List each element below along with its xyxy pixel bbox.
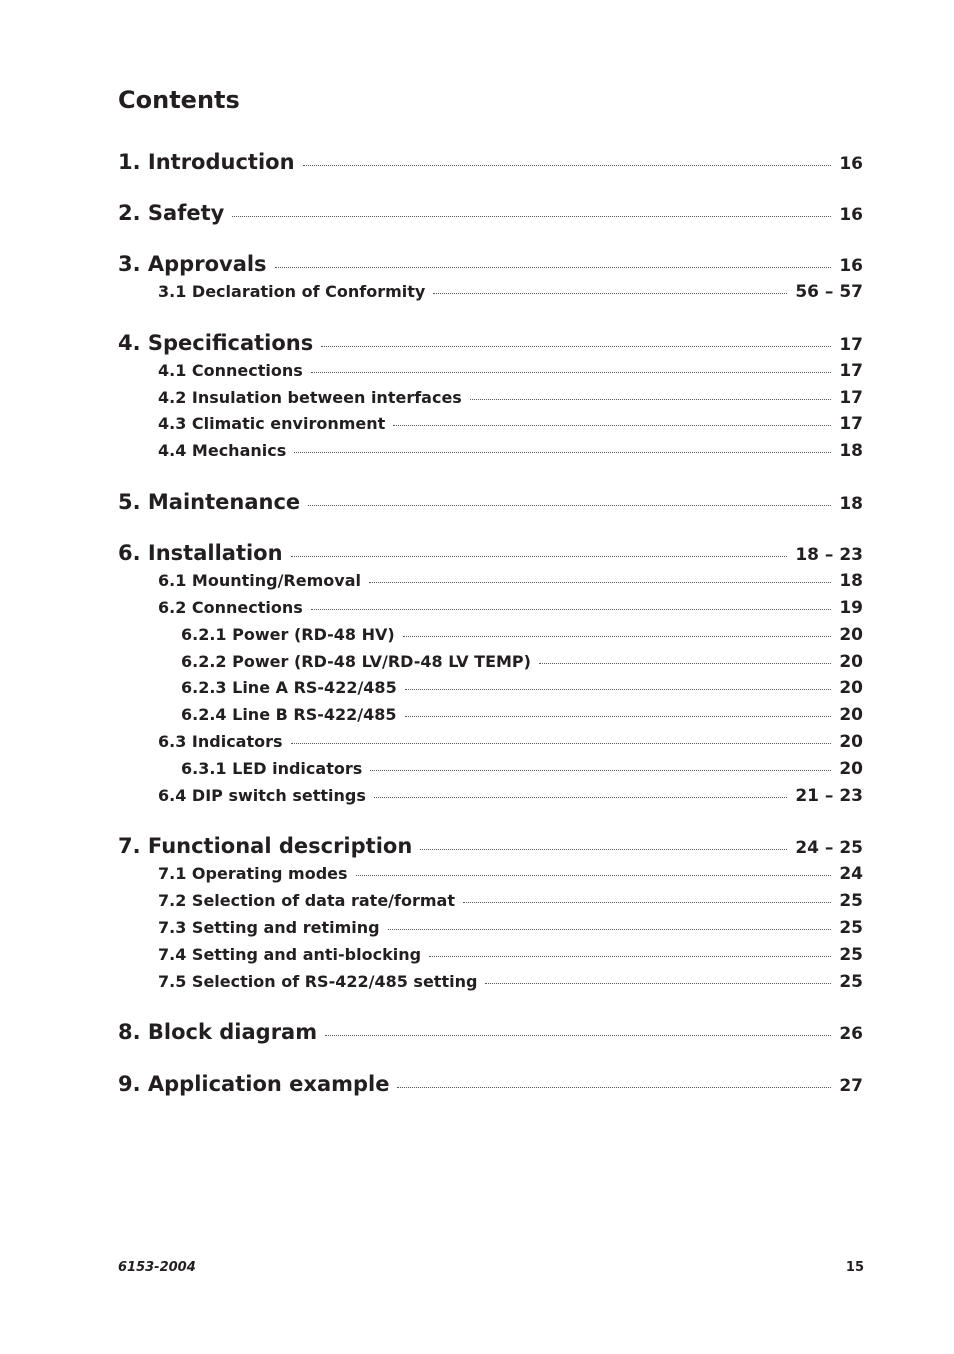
toc-entry-label: 6.1 Mounting/Removal — [158, 571, 361, 590]
toc-entry-mechanics[interactable] — [158, 441, 863, 461]
toc-entry-setting-retiming[interactable] — [158, 918, 863, 938]
toc-entry-connections[interactable] — [158, 361, 863, 381]
toc-entry-page: 16 — [839, 154, 863, 174]
dot-leader — [356, 875, 832, 876]
toc-entry-label: 4.4 Mechanics — [158, 441, 287, 460]
dot-leader — [325, 1035, 831, 1036]
dot-leader — [311, 609, 832, 610]
toc-entry-page: 25 — [839, 891, 863, 911]
toc-entry-label: 6.2.2 Power (RD-48 LV/RD-48 LV TEMP) — [181, 652, 531, 671]
toc-entry-page: 18 — [839, 571, 863, 591]
toc-entry-page: 16 — [839, 256, 863, 276]
toc-entry-label: 6.2.4 Line B RS-422/485 — [181, 705, 397, 724]
toc-entry-label: 7.4 Setting and anti-blocking — [158, 945, 422, 964]
toc-entry-label: 1. Introduction — [118, 150, 295, 174]
toc-entry-label: 3.1 Declaration of Conformity — [158, 282, 426, 301]
dot-leader — [470, 399, 832, 400]
dot-leader — [275, 267, 832, 268]
toc-entry-label: 7. Functional description — [118, 834, 413, 858]
toc-entry-page: 25 — [839, 945, 863, 965]
dot-leader — [403, 636, 832, 637]
toc-entry-label: 5. Maintenance — [118, 490, 301, 514]
toc-entry-label: 3. Approvals — [118, 252, 267, 276]
toc-entry-mounting-removal[interactable] — [158, 571, 863, 591]
toc-entry-operating-modes[interactable] — [158, 864, 863, 884]
dot-leader — [420, 849, 787, 850]
toc-entry-page: 18 – 23 — [795, 545, 863, 565]
dot-leader — [308, 505, 831, 506]
toc-entry-label: 6. Installation — [118, 541, 283, 565]
dot-leader — [433, 293, 787, 294]
toc-entry-label: 4. Specifications — [118, 331, 314, 355]
toc-entry-page: 25 — [839, 918, 863, 938]
toc-entry-label: 7.3 Setting and retiming — [158, 918, 380, 937]
toc-entry-anti-blocking[interactable] — [158, 945, 863, 965]
page-title: Contents — [118, 86, 240, 114]
toc-entry-page: 20 — [839, 652, 863, 672]
toc-entry-label: 9. Application example — [118, 1072, 390, 1096]
toc-entry-page: 19 — [839, 598, 863, 618]
toc-entry-page: 17 — [839, 335, 863, 355]
toc-entry-functional-description[interactable] — [118, 834, 863, 858]
toc-entry-label: 6.2.1 Power (RD-48 HV) — [181, 625, 395, 644]
dot-leader — [393, 425, 831, 426]
dot-leader — [311, 372, 832, 373]
toc-entry-page: 26 — [839, 1024, 863, 1044]
toc-entry-label: 6.2 Connections — [158, 598, 303, 617]
toc-entry-insulation[interactable] — [158, 388, 863, 408]
toc-entry-label: 2. Safety — [118, 201, 225, 225]
dot-leader — [539, 663, 831, 664]
dot-leader — [291, 556, 788, 557]
toc-entry-label: 6.3 Indicators — [158, 732, 283, 751]
toc-entry-approvals[interactable] — [118, 252, 863, 276]
dot-leader — [388, 929, 832, 930]
toc-entry-climatic-environment[interactable] — [158, 414, 863, 434]
toc-entry-data-rate-format[interactable] — [158, 891, 863, 911]
toc-entry-installation[interactable] — [118, 541, 863, 565]
toc-entry-application-example[interactable] — [118, 1072, 863, 1096]
dot-leader — [397, 1087, 831, 1088]
toc-entry-declaration-of-conformity[interactable] — [158, 282, 863, 302]
toc-entry-power-hv[interactable] — [181, 625, 863, 645]
toc-entry-label: 7.1 Operating modes — [158, 864, 348, 883]
dot-leader — [291, 743, 832, 744]
toc-entry-block-diagram[interactable] — [118, 1020, 863, 1044]
dot-leader — [485, 983, 831, 984]
toc-entry-page: 20 — [839, 759, 863, 779]
toc-entry-page: 20 — [839, 732, 863, 752]
toc-entry-maintenance[interactable] — [118, 490, 863, 514]
dot-leader — [232, 216, 831, 217]
toc-entry-page: 21 – 23 — [795, 786, 863, 806]
toc-entry-page: 16 — [839, 205, 863, 225]
toc-entry-page: 20 — [839, 625, 863, 645]
toc-entry-page: 24 — [839, 864, 863, 884]
toc-entry-page: 17 — [839, 361, 863, 381]
toc-entry-page: 20 — [839, 678, 863, 698]
toc-entry-page: 17 — [839, 388, 863, 408]
toc-entry-rs422-485-setting[interactable] — [158, 972, 863, 992]
toc-entry-label: 6.4 DIP switch settings — [158, 786, 366, 805]
toc-entry-page: 56 – 57 — [795, 282, 863, 302]
toc-entry-safety[interactable] — [118, 201, 863, 225]
toc-entry-label: 8. Block diagram — [118, 1020, 318, 1044]
toc-entry-line-b[interactable] — [181, 705, 863, 725]
toc-entry-page: 20 — [839, 705, 863, 725]
toc-entry-indicators[interactable] — [158, 732, 863, 752]
dot-leader — [369, 582, 831, 583]
dot-leader — [463, 902, 831, 903]
dot-leader — [294, 452, 831, 453]
toc-entry-label: 6.2.3 Line A RS-422/485 — [181, 678, 397, 697]
footer-doc-number: 6153-2004 — [118, 1260, 196, 1275]
toc-entry-page: 24 – 25 — [795, 838, 863, 858]
toc-entry-line-a[interactable] — [181, 678, 863, 698]
dot-leader — [321, 346, 831, 347]
toc-entry-label: 4.2 Insulation between interfaces — [158, 388, 462, 407]
toc-entry-page: 25 — [839, 972, 863, 992]
dot-leader — [374, 797, 787, 798]
toc-entry-label: 4.3 Climatic environment — [158, 414, 386, 433]
toc-entry-label: 6.3.1 LED indicators — [181, 759, 363, 778]
toc-entry-page: 18 — [839, 494, 863, 514]
dot-leader — [429, 956, 831, 957]
dot-leader — [405, 716, 832, 717]
toc-entry-label: 7.5 Selection of RS-422/485 setting — [158, 972, 478, 991]
toc-entry-power-lv[interactable] — [181, 652, 863, 672]
dot-leader — [405, 689, 832, 690]
toc-entry-introduction[interactable] — [118, 150, 863, 174]
toc-entry-dip-switch-settings[interactable] — [158, 786, 863, 806]
toc-entry-label: 7.2 Selection of data rate/format — [158, 891, 455, 910]
toc-entry-led-indicators[interactable] — [181, 759, 863, 779]
dot-leader — [303, 165, 832, 166]
toc-entry-label: 4.1 Connections — [158, 361, 303, 380]
toc-entry-connections-6-2[interactable] — [158, 598, 863, 618]
toc-entry-page: 27 — [839, 1076, 863, 1096]
footer-page-number: 15 — [845, 1260, 864, 1275]
toc-entry-page: 18 — [839, 441, 863, 461]
toc-entry-page: 17 — [839, 414, 863, 434]
dot-leader — [370, 770, 831, 771]
toc-entry-specifications[interactable] — [118, 331, 863, 355]
